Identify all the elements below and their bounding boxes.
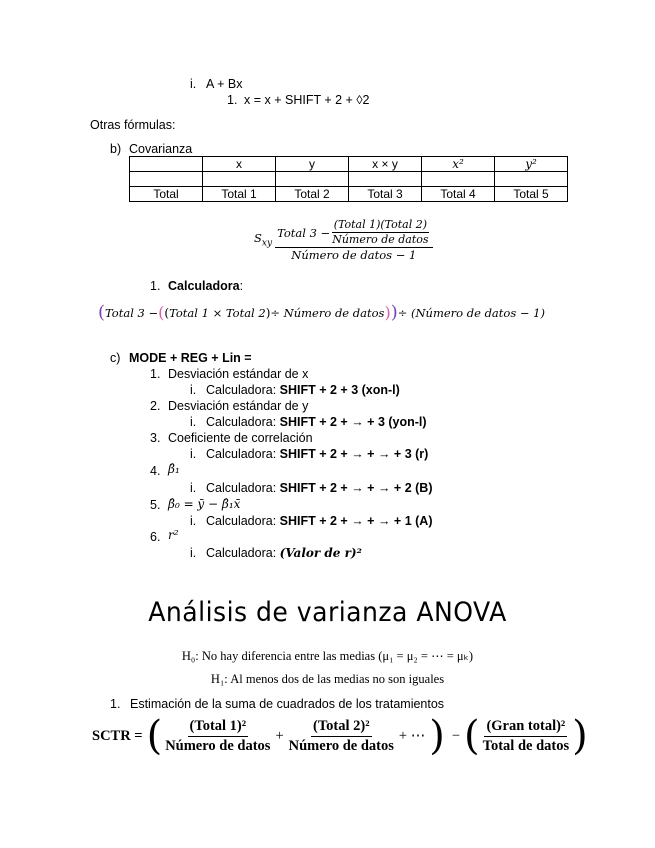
calculator-step: Calculadora: SHIFT + 2 + → + → + 3 (r) <box>206 447 429 461</box>
inner-numerator: (Total 1)(Total 2) <box>333 218 428 231</box>
section-heading: Otras fórmulas: <box>90 118 176 132</box>
anova-title: Análisis de varianza ANOVA <box>148 597 507 628</box>
open-paren: ( <box>146 713 163 759</box>
table-cell: Total 1 <box>203 187 276 202</box>
list-marker: i. <box>190 447 197 461</box>
covariance-formula <box>254 218 433 262</box>
calculator-step: Calculadora: (Valor de r)² <box>206 546 362 560</box>
close-paren: ) <box>429 713 445 759</box>
calculator-step: Calculadora: SHIFT + 2 + → + → + 2 (B) <box>206 481 433 495</box>
list-marker: 1. <box>150 367 161 381</box>
list-marker: 3. <box>150 431 161 445</box>
table-cell <box>276 172 349 187</box>
r-squared: r² <box>168 528 179 542</box>
formula-denominator: Número de datos − 1 <box>291 248 417 262</box>
table-cell: Total 2 <box>276 187 349 202</box>
calculator-step: Calculadora: SHIFT + 2 + → + 3 (yon-l) <box>206 415 427 429</box>
table-row <box>130 187 568 202</box>
list-item: Desviación estándar de y <box>168 399 309 413</box>
table-cell: Total 4 <box>422 187 495 202</box>
list-marker: i. <box>190 383 197 397</box>
list-marker: 1. <box>150 279 161 293</box>
table-row <box>130 157 568 172</box>
list-marker: 6. <box>150 530 161 544</box>
mode-heading: MODE + REG + Lin = <box>129 351 252 365</box>
table-cell <box>130 157 203 172</box>
table-cell: Total <box>130 187 203 202</box>
list-marker: 1. <box>110 697 121 711</box>
calculator-step: x = x + SHIFT + 2 + ◊2 <box>244 93 370 107</box>
list-marker: 2. <box>150 399 161 413</box>
table-cell <box>349 172 422 187</box>
alternative-hypothesis: H₁: Al menos dos de las medias no son iguales <box>210 672 445 686</box>
calculator-step: Calculadora: SHIFT + 2 + → + → + 1 (A) <box>206 514 433 528</box>
calculator-label: Calculadora: <box>168 279 244 293</box>
formula-fraction <box>275 218 433 262</box>
list-marker: i. <box>190 514 197 528</box>
beta1-hat: β̂₁ <box>168 462 180 476</box>
list-item: Desviación estándar de x <box>168 367 309 381</box>
list-marker: b) <box>110 142 122 156</box>
table-cell: y <box>276 157 349 172</box>
calculator-step: Calculadora: SHIFT + 2 + 3 (xon-l) <box>206 383 400 397</box>
step-heading: Estimación de la suma de cuadrados de los tratamientos <box>130 697 445 711</box>
list-marker: 5. <box>150 498 161 512</box>
open-paren: ( <box>158 303 165 322</box>
sctr-term: $\frac{\text{(Total 1)²}}{\text{Número de datos}}$ <box>165 717 271 754</box>
covariance-table <box>129 156 568 202</box>
table-cell: x <box>203 157 276 172</box>
beta0-formula: β̂₀ = ȳ − β̂₁x̄ <box>168 497 241 511</box>
list-marker: i. <box>190 546 197 560</box>
list-marker: i. <box>190 77 197 91</box>
sctr-formula: SCTR = ( $\frac{\text{(Total 1)²}}{\text{Número de datos}}$ + $\frac{\text{(Total 2)²}}{\text{Número de datos}}$ + ⋯ ) − ( $\frac{\text{(Gran total)²}}{\text{Total de datos}}$ ) <box>92 713 588 759</box>
table-cell: x × y <box>349 157 422 172</box>
list-marker: 4. <box>150 464 161 478</box>
close-paren: ) <box>390 302 398 323</box>
sctr-term: $\frac{\text{(Total 2)²}}{\text{Número de datos}}$ <box>288 717 394 754</box>
open-paren: ( <box>98 302 106 323</box>
list-marker: 1. <box>227 93 238 107</box>
list-marker: i. <box>190 481 197 495</box>
sctr-lhs: SCTR = <box>92 727 143 744</box>
table-cell: x² <box>422 157 495 172</box>
table-cell <box>203 172 276 187</box>
close-paren: ) <box>384 303 391 322</box>
sctr-grand-term: $\frac{\text{(Gran total)²}}{\text{Total de datos}}$ <box>482 717 570 754</box>
table-cell: y² <box>495 157 568 172</box>
formula-numerator: Total 3 − $\frac{\text{(Total 1)(Total 2)}}{\text{Número de datos}}$ <box>275 218 433 248</box>
list-item: Coeficiente de correlación <box>168 431 313 445</box>
table-cell: Total 5 <box>495 187 568 202</box>
list-marker: i. <box>190 415 197 429</box>
open-paren: ( <box>464 713 480 759</box>
table-cell <box>130 172 203 187</box>
table-cell <box>422 172 495 187</box>
list-marker: c) <box>110 351 121 365</box>
calculator-expression: ( Total 3 − ( ( Total 1 × Total 2 ) ÷ Número de datos ) ) ÷ (Número de datos − 1) <box>98 302 545 323</box>
inner-denominator: Número de datos <box>332 233 429 246</box>
null-hypothesis: H₀: No hay diferencia entre las medias (μ₁ = μ₂ = ⋯ = μₖ) <box>181 649 474 663</box>
formula-lhs: $S_{xy}$ <box>254 231 273 249</box>
close-paren: ) <box>572 713 588 759</box>
regression-formula: A + Bx <box>206 77 243 91</box>
table-cell <box>495 172 568 187</box>
table-cell: Total 3 <box>349 187 422 202</box>
table-row <box>130 172 568 187</box>
covariance-heading: Covarianza <box>129 142 193 156</box>
